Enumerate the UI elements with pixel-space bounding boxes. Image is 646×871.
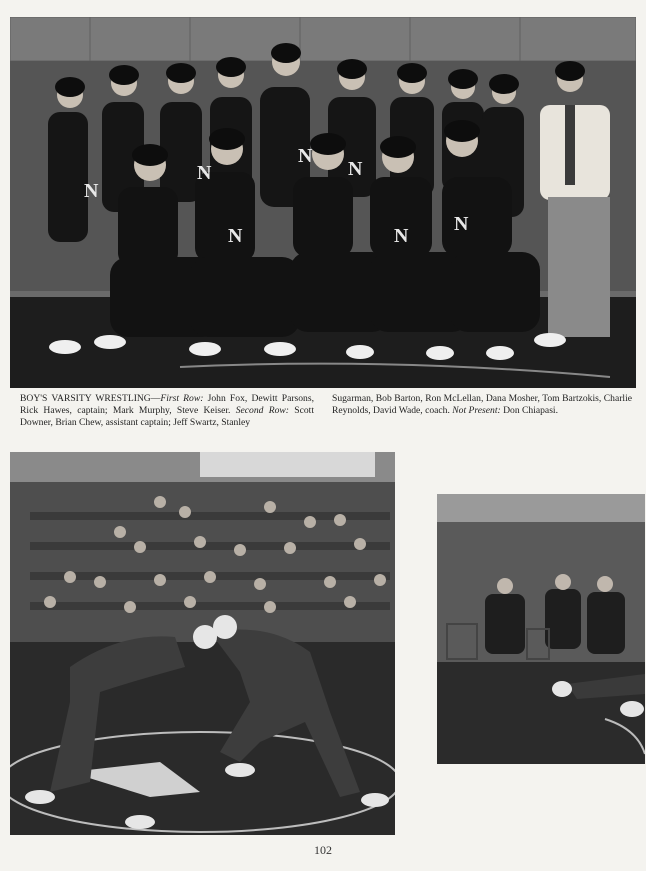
jersey-letter: N xyxy=(84,180,99,202)
jersey-letter: N xyxy=(298,145,313,167)
jersey-letter: N xyxy=(454,213,469,235)
jersey-letter: N xyxy=(197,162,212,184)
jersey-letter: N xyxy=(348,158,363,180)
team-caption-left: BOY'S VARSITY WRESTLING—First Row: John Fox, Dewitt Parsons, Rick Hawes, captain; Mark Murphy, Steve Keiser. Second Row: Scott Downer, Brian Chew, assistant captain; Jeff Swartz, Stanley xyxy=(20,393,314,429)
jersey-letter: N xyxy=(228,225,243,247)
team-caption-right xyxy=(332,393,632,417)
second-row-names-part2: Sugarman, Bob Barton, Ron McLellan, Dana Mosher, Tom Bartzokis, Charlie Reynolds, David Wade, coach. xyxy=(332,393,632,417)
jersey-letter: N xyxy=(394,225,409,247)
page-number: 102 xyxy=(314,843,332,857)
second-row-label: Second Row: xyxy=(235,405,289,417)
second-row-names-part1: Scott Downer, Brian Chew, assistant captain; Jeff Swartz, Stanley xyxy=(20,405,314,429)
caption-title: BOY'S VARSITY WRESTLING xyxy=(20,393,151,404)
team-photo xyxy=(10,17,636,388)
bench-photo-image xyxy=(437,494,645,764)
first-row-names: John Fox, Dewitt Parsons, Rick Hawes, captain; Mark Murphy, Steve Keiser. xyxy=(20,393,314,417)
match-photo xyxy=(10,452,395,835)
first-row-label: First Row: xyxy=(160,393,204,404)
match-photo-image xyxy=(10,452,395,835)
bench-photo xyxy=(437,494,645,764)
not-present-names: Don Chiapasi. xyxy=(503,405,558,417)
not-present-label: Not Present: xyxy=(452,405,501,417)
team-photo-image xyxy=(10,17,636,388)
